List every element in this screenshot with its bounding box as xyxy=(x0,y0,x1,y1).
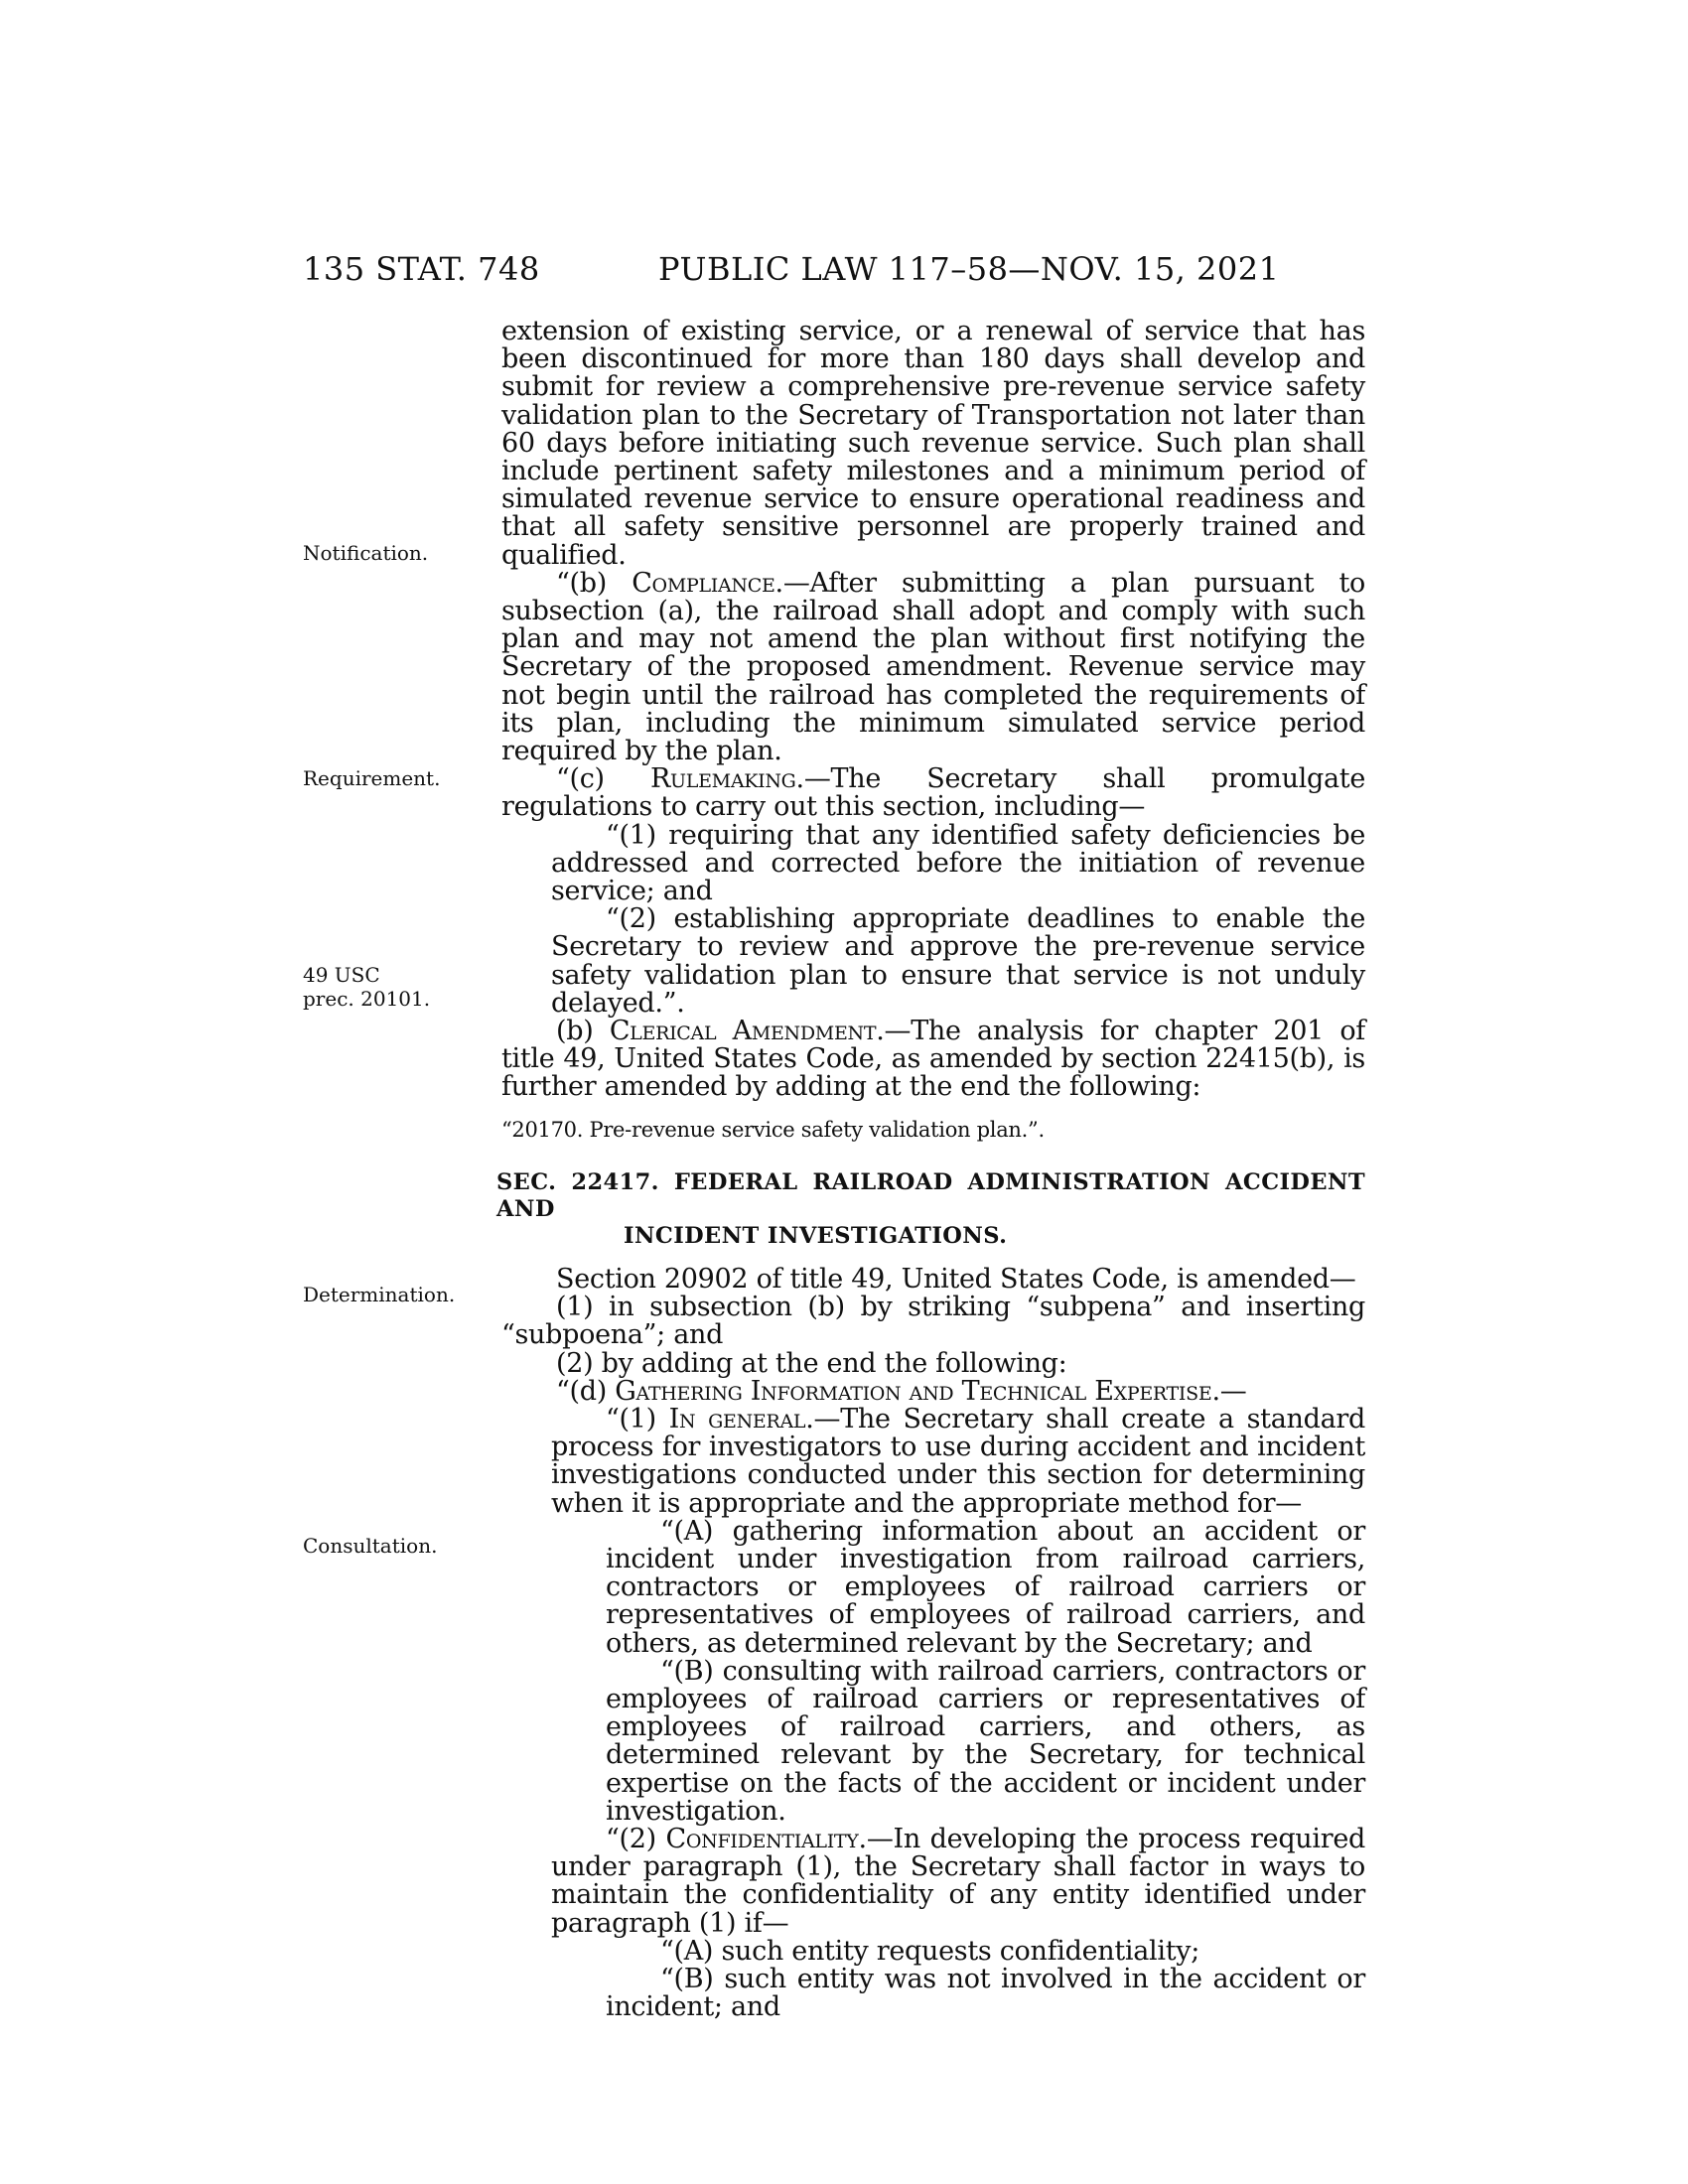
subparagraph-d1-a: “(A) gathering information about an accident or incident under investigation from railroad carriers, contractors or employees of railroad carriers or representatives of employees of railroad carriers, and others, as determined relevant by the Secretary; and xyxy=(606,1515,1365,1659)
paragraph-c2: “(2) establishing appropriate deadlines to enable the Secretary to review and approve the pre-revenue service safety validation plan to ensure that service is not unduly delayed.”. xyxy=(551,903,1365,1019)
paragraph-d1-text: .—The Secretary shall create a standard process for investigators to use during accident and incident investigations conducted under this section for determining when it is appropriate and the appropriate method for— xyxy=(551,1403,1365,1519)
margin-note-usc-line2: prec. 20101. xyxy=(303,987,431,1011)
paragraph-d2 xyxy=(501,1823,1366,1939)
subsection-c-rulemaking xyxy=(501,765,1365,821)
subsection-d xyxy=(501,1375,1365,1407)
public-law-reference: PUBLIC LAW 117–58—NOV. 15, 2021 xyxy=(658,250,1280,288)
margin-note-usc xyxy=(303,963,492,1011)
subparagraph-d2-a: “(A) such entity requests confidentiality; xyxy=(660,1935,1200,1967)
paragraph-d1-prefix: “(1) xyxy=(606,1403,669,1434)
margin-note-usc-line1: 49 USC xyxy=(303,963,380,987)
amendment-item-1 xyxy=(501,1294,1365,1349)
section-heading xyxy=(496,1169,1365,1250)
subsection-b-compliance xyxy=(501,567,1365,767)
subsection-d-suffix: .— xyxy=(1211,1375,1247,1407)
section-heading-line2: INCIDENT INVESTIGATIONS. xyxy=(624,1222,1008,1249)
amendment-item-2: (2) by adding at the end the following: xyxy=(556,1347,1067,1379)
subsection-c-text: .—The Secretary shall promulgate regulations to carry out this section, including— xyxy=(501,763,1365,823)
subsection-b-prefix: “(b) xyxy=(556,567,633,599)
subparagraph-d1-b: “(B) consulting with railroad carriers, contractors or employees of railroad carriers or representatives of employees of railroad carriers, and others, as determined relevant by the Secretary, for technical expertise on the facts of the accident or incident under investigation. xyxy=(606,1655,1365,1827)
clerical-prefix: (b) xyxy=(556,1016,610,1047)
margin-note-determination: Determination. xyxy=(303,1283,456,1306)
subparagraph-d2-b: “(B) such entity was not involved in the accident or incident; and xyxy=(606,1963,1365,2023)
paragraph-d2-prefix: “(2) xyxy=(606,1823,666,1854)
clerical-text: .—The analysis for chapter 201 of title 49, United States Code, as amended by section 22415(b), is further amended by adding at the end the following: xyxy=(501,1016,1366,1103)
statute-reference: 135 STAT. 748 xyxy=(303,250,540,288)
subsection-c-heading: Rulemaking xyxy=(650,763,796,795)
subsection-c-prefix: “(c) xyxy=(556,763,651,795)
subsection-d-heading: Gathering Information and Technical Expertise xyxy=(615,1375,1212,1407)
paragraph-intro: extension of existing service, or a renewal of service that has been discontinued for more than 180 days shall develop and submit for review a comprehensive pre-revenue service safety validation plan to the Secretary of Transportation not later than 60 days before initiating such revenue service. Such plan shall include pertinent safety milestones and a minimum period of simulated revenue service to ensure operational readiness and that all safety sensitive personnel are properly trained and qualified. xyxy=(501,316,1365,571)
paragraph-c1: “(1) requiring that any identified safety deficiencies be addressed and corrected before the initiation of revenue service; and xyxy=(551,819,1365,907)
page-header xyxy=(0,250,1688,296)
subsection-b-heading: Compliance xyxy=(632,567,775,599)
clerical-heading: Clerical Amendment xyxy=(609,1016,877,1047)
paragraph-d1-heading: In general xyxy=(668,1403,806,1434)
document-body xyxy=(496,316,1366,2023)
margin-note-requirement: Requirement. xyxy=(303,766,441,790)
subsection-d-prefix: “(d) xyxy=(556,1375,616,1407)
margin-note-notification: Notification. xyxy=(303,541,429,565)
margin-note-consultation: Consultation. xyxy=(303,1534,438,1558)
amendment-item-1-text: (1) in subsection (b) by striking “subpena” and inserting “subpoena”; and xyxy=(501,1292,1365,1351)
subsection-b-text: .—After submitting a plan pursuant to subsection (a), the railroad shall adopt and comply with such plan and may not amend the plan without first notifying the Secretary of the proposed amendment. Revenue service may not begin until the railroad has completed the requirements of its plan, including the minimum simulated service period required by the plan. xyxy=(501,567,1365,767)
paragraph-d2-text: .—In developing the process required under paragraph (1), the Secretary shall factor in ways to maintain the confidentiality of any entity identified under paragraph (1) if— xyxy=(551,1823,1366,1939)
section-intro: Section 20902 of title 49, United States Code, is amended— xyxy=(556,1263,1356,1295)
section-heading-line1: SEC. 22417. FEDERAL RAILROAD ADMINISTRATION ACCIDENT AND xyxy=(496,1168,1365,1222)
paragraph-d1 xyxy=(501,1403,1365,1519)
paragraph-d2-heading: Confidentiality xyxy=(665,1823,859,1854)
clerical-amendment xyxy=(501,1018,1365,1102)
table-of-sections-entry: “20170. Pre-revenue service safety validation plan.”. xyxy=(501,1117,1045,1142)
